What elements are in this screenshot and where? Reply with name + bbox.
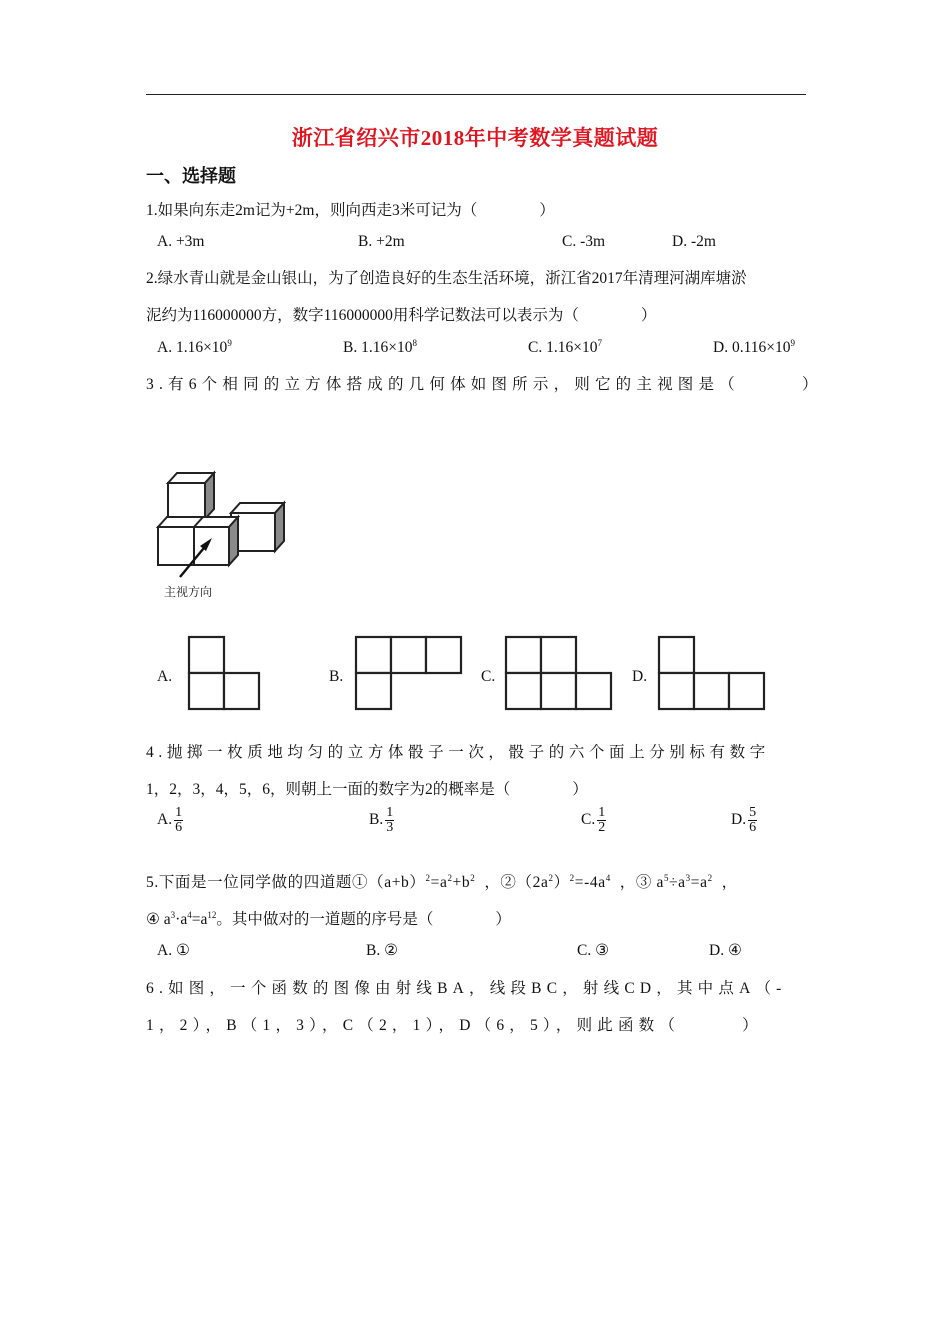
question-1-option-d: D. -2m (672, 233, 716, 250)
right-cube-side-face (275, 503, 284, 551)
question-6-line-1: 6.如图，一个函数的图像由射线BA，线段BC，射线CD，其中点A（- (146, 980, 787, 997)
question-2-option-b (343, 339, 417, 357)
question-3-option-a-label: A. (157, 668, 173, 685)
option-c-fraction: $\frac{1}{2}$ (598, 805, 606, 835)
question-3-option-d-label: D. (632, 668, 648, 685)
question-3-option-b-label: B. (329, 668, 344, 685)
option-a-view-grid (186, 634, 264, 712)
front-row-side-face (229, 517, 238, 565)
question-5-option-c: C. ③ (577, 942, 609, 959)
header-rule (146, 94, 806, 95)
option-b-view-grid (353, 634, 468, 712)
question-4-line-2: 1，2，3，4，5，6，则朝上一面的数字为2的概率是（ ） (146, 781, 588, 798)
option-a-exponent: 9 (227, 338, 232, 348)
question-4-option-d (731, 806, 757, 835)
option-a-fraction: $\frac{1}{6}$ (175, 805, 183, 835)
top-cube-front-face (168, 483, 205, 519)
question-2-line-1: 2.绿水青山就是金山银山，为了创造良好的生态生活环境，浙江省2017年清理河湖库塘淤 (146, 270, 747, 287)
option-d-exponent: 9 (790, 338, 795, 348)
option-a-base: A. 1.16×10 (157, 339, 228, 356)
option-c-exponent: 7 (597, 338, 602, 348)
option-a-letter: A. (157, 811, 173, 829)
front-middle-cube-face (194, 527, 229, 565)
question-4-option-c (581, 806, 606, 835)
option-d-fraction: $\frac{5}{6}$ (749, 805, 757, 835)
question-2-option-c (528, 339, 602, 357)
option-b-fraction: $\frac{1}{3}$ (386, 805, 394, 835)
cube-solid-figure (150, 465, 295, 605)
question-1-option-b: B. +2m (358, 233, 405, 250)
option-b-base: B. 1.16×10 (343, 339, 413, 356)
option-b-letter: B. (369, 811, 384, 829)
option-c-base: C. 1.16×10 (528, 339, 598, 356)
question-3-option-c-label: C. (481, 668, 496, 685)
question-6-line-2: 1，2），B（1，3），C（2，1），D（6，5），则此函数（ ） (146, 1017, 763, 1034)
option-b-exponent: 8 (412, 338, 417, 348)
question-1-option-c: C. -3m (562, 233, 606, 250)
option-c-view-grid (503, 634, 618, 712)
question-4-option-b (369, 806, 394, 835)
question-5-option-d: D. ④ (709, 942, 742, 959)
question-2-option-a (157, 339, 232, 357)
question-5-line-2: ④ $a^3\cdot a^4=a^{12}$。其中做对的一道题的序号是（ ） (146, 910, 511, 928)
question-2-option-d (713, 339, 795, 357)
question-2-line-2: 泥约为116000000方，数字116000000用科学记数法可以表示为（ ） (146, 307, 657, 324)
option-c-letter: C. (581, 811, 596, 829)
question-1-text: 1.如果向东走2m记为+2m，则向西走3米可记为（ ） (146, 202, 555, 219)
option-d-view-grid (656, 634, 771, 712)
question-4-option-a (157, 806, 183, 835)
question-4-line-1: 4.抛掷一枚质地均匀的立方体骰子一次，骰子的六个面上分别标有数字 (146, 744, 770, 761)
question-3-text: 3.有6个相同的立方体搭成的几何体如图所示，则它的主视图是（ ） (146, 376, 823, 393)
question-5-option-a: A. ① (157, 942, 190, 959)
question-1-option-a: A. +3m (157, 233, 205, 250)
document-title: 浙江省绍兴市2018年中考数学真题试题 (291, 126, 659, 150)
option-d-base: D. 0.116×10 (713, 339, 791, 356)
question-5-option-b: B. ② (366, 942, 398, 959)
option-d-letter: D. (731, 811, 747, 829)
question-5-line-1: 5.下面是一位同学做的四道题$①(a+b)^2=a^2+b^2$ ，$②(2a^2)^2=-4a^4$ ，③ $a^5\div a^3=a^2$ ， (146, 873, 738, 891)
figure-caption: 主视方向 (164, 585, 213, 599)
section-heading: 一、选择题 (146, 166, 236, 186)
front-left-cube-face (158, 527, 194, 565)
